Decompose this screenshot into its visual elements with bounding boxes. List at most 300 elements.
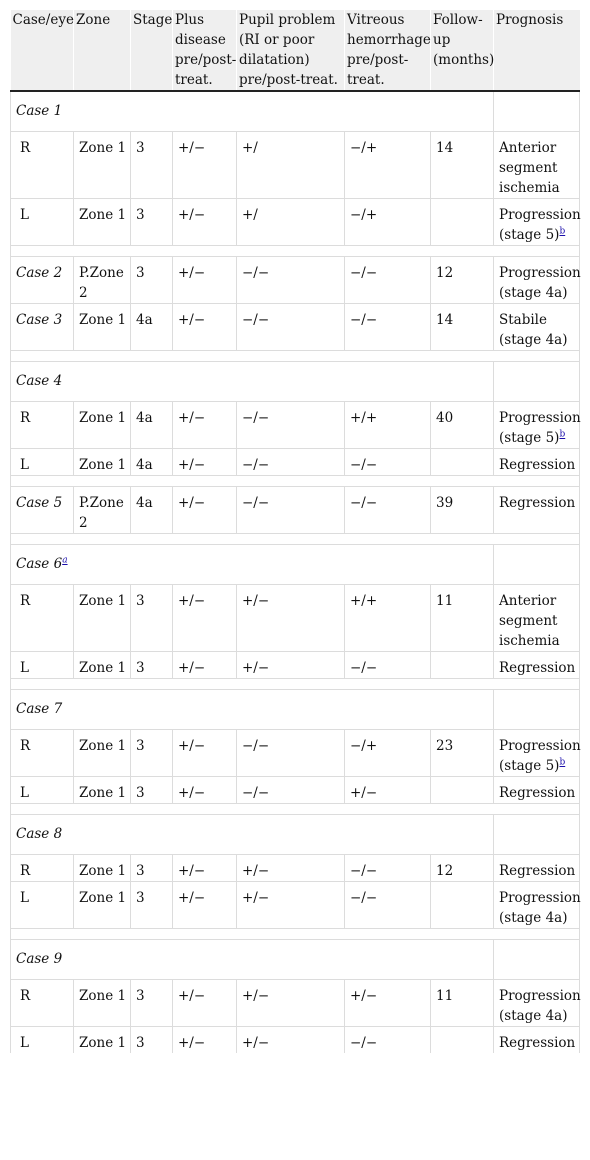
case-label	[11, 362, 494, 402]
cell-stage	[131, 304, 173, 351]
cell-text: +/−	[242, 593, 270, 609]
cell-text: Progression (stage 5)	[499, 207, 581, 243]
table-row	[11, 585, 580, 652]
cell-text: −/+	[350, 738, 378, 754]
cell-text: Zone 1	[79, 207, 127, 223]
spacer-cell	[131, 476, 173, 487]
spacer-cell	[345, 929, 431, 940]
case-label-text: Case 1	[16, 103, 63, 119]
case-header-empty	[494, 362, 580, 402]
cell-pupil-problem	[237, 1027, 345, 1054]
cell-stage	[131, 1027, 173, 1054]
table-row	[11, 855, 580, 882]
cell-text: R	[20, 140, 31, 156]
spacer-cell	[11, 679, 74, 690]
cell-follow-up	[431, 449, 494, 476]
case-header-empty	[494, 690, 580, 730]
header-case-eye: Case/eye	[11, 10, 74, 91]
cell-text: 3	[136, 1035, 145, 1051]
cell-text: −/−	[242, 495, 270, 511]
cell-zone	[74, 487, 131, 534]
cell-text: Zone 1	[79, 785, 127, 801]
spacer-cell	[494, 534, 580, 545]
cell-text: R	[20, 863, 31, 879]
spacer-cell	[345, 679, 431, 690]
case-label-text: Case 4	[16, 373, 63, 389]
cell-vitreous-hemorrhage	[345, 777, 431, 804]
spacer-cell	[131, 929, 173, 940]
cell-vitreous-hemorrhage	[345, 980, 431, 1027]
case-label	[11, 815, 494, 855]
cell-text: Zone 1	[79, 863, 127, 879]
cell-case-eye	[11, 487, 74, 534]
table-row	[11, 487, 580, 534]
cell-text: +/−	[242, 1035, 270, 1051]
cell-zone	[74, 132, 131, 199]
cell-pupil-problem	[237, 304, 345, 351]
cell-follow-up	[431, 882, 494, 929]
header-plus-disease: Plus disease pre/post-treat.	[173, 10, 237, 91]
spacer-cell	[237, 929, 345, 940]
cell-text: +/−	[178, 738, 206, 754]
cell-plus-disease	[173, 257, 237, 304]
spacer-cell	[11, 246, 74, 257]
cell-text: L	[20, 457, 29, 473]
cell-plus-disease	[173, 652, 237, 679]
cell-pupil-problem	[237, 777, 345, 804]
cell-pupil-problem	[237, 652, 345, 679]
cell-text: Zone 1	[79, 140, 127, 156]
spacer-cell	[11, 534, 74, 545]
cell-case-eye	[11, 730, 74, 777]
cell-prognosis	[494, 1027, 580, 1054]
cell-text: L	[20, 890, 29, 906]
cell-prognosis	[494, 199, 580, 246]
cell-text: R	[20, 738, 31, 754]
cell-text: 4a	[136, 457, 153, 473]
spacer-cell	[345, 804, 431, 815]
cell-text: Progression (stage 4a)	[499, 890, 581, 926]
cell-text: −/−	[350, 863, 378, 879]
cell-plus-disease	[173, 855, 237, 882]
case-header-empty	[494, 815, 580, 855]
cell-text: Regression	[499, 785, 576, 801]
cell-text: +/−	[178, 457, 206, 473]
cell-text: +/−	[178, 1035, 206, 1051]
cell-zone	[74, 304, 131, 351]
cell-text: +/	[242, 207, 258, 223]
cell-text: 23	[436, 738, 454, 754]
cell-text: Regression	[499, 457, 576, 473]
cell-text: +/−	[242, 890, 270, 906]
spacer-cell	[237, 246, 345, 257]
spacer-cell	[74, 534, 131, 545]
cell-vitreous-hemorrhage	[345, 257, 431, 304]
cell-text: 3	[136, 265, 145, 281]
case-label-text: Case 6	[16, 556, 63, 572]
cell-case-eye	[11, 1027, 74, 1054]
cell-text: +/+	[350, 593, 378, 609]
spacer-cell	[431, 534, 494, 545]
footnote-link[interactable]: a	[62, 555, 68, 566]
cell-case-eye	[11, 855, 74, 882]
cell-plus-disease	[173, 777, 237, 804]
cell-stage	[131, 730, 173, 777]
spacer-cell	[74, 679, 131, 690]
cell-case-eye	[11, 402, 74, 449]
cell-text: −/−	[350, 312, 378, 328]
spacer-cell	[173, 804, 237, 815]
cell-prognosis	[494, 730, 580, 777]
table-row	[11, 199, 580, 246]
cell-plus-disease	[173, 449, 237, 476]
table-row	[11, 882, 580, 929]
cell-text: 4a	[136, 495, 153, 511]
cell-text: 12	[436, 265, 454, 281]
table-row	[11, 304, 580, 351]
cell-text: −/−	[242, 410, 270, 426]
header-pupil-problem: Pupil problem (RI or poor dilatation) pre/post-treat.	[237, 10, 345, 91]
spacer-cell	[431, 476, 494, 487]
cell-pupil-problem	[237, 855, 345, 882]
table-row	[11, 402, 580, 449]
cell-text: −/−	[350, 495, 378, 511]
case-header-row	[11, 690, 580, 730]
case-label	[11, 545, 494, 585]
cell-follow-up	[431, 585, 494, 652]
cell-prognosis	[494, 777, 580, 804]
cell-zone	[74, 730, 131, 777]
spacer-cell	[237, 534, 345, 545]
spacer-cell	[494, 929, 580, 940]
cell-prognosis	[494, 882, 580, 929]
cell-zone	[74, 777, 131, 804]
cell-text: −/−	[350, 457, 378, 473]
cell-stage	[131, 449, 173, 476]
cell-text: +/−	[350, 785, 378, 801]
cell-text: −/−	[350, 890, 378, 906]
cell-text: 3	[136, 660, 145, 676]
case-header-row	[11, 362, 580, 402]
cell-prognosis	[494, 487, 580, 534]
spacer-cell	[131, 804, 173, 815]
case-header-empty	[494, 91, 580, 132]
cell-follow-up	[431, 730, 494, 777]
cell-follow-up	[431, 132, 494, 199]
cell-text: −/−	[242, 738, 270, 754]
cell-stage	[131, 487, 173, 534]
cell-prognosis	[494, 132, 580, 199]
cell-stage	[131, 777, 173, 804]
spacer-cell	[173, 929, 237, 940]
cell-text: L	[20, 660, 29, 676]
header-zone: Zone	[74, 10, 131, 91]
cell-text: Zone 1	[79, 457, 127, 473]
spacer-cell	[74, 804, 131, 815]
spacer-cell	[173, 351, 237, 362]
cell-text: −/−	[242, 457, 270, 473]
cell-text: +/−	[178, 140, 206, 156]
spacer-cell	[237, 679, 345, 690]
cell-prognosis	[494, 402, 580, 449]
cell-text: R	[20, 410, 31, 426]
cell-text: Zone 1	[79, 738, 127, 754]
spacer-cell	[74, 246, 131, 257]
cell-text: +/−	[178, 495, 206, 511]
table-row	[11, 132, 580, 199]
cell-text: Zone 1	[79, 1035, 127, 1051]
case-header-row	[11, 940, 580, 980]
cell-plus-disease	[173, 980, 237, 1027]
cell-plus-disease	[173, 304, 237, 351]
cell-text: +/−	[178, 410, 206, 426]
table-body	[11, 91, 580, 1053]
cell-case-eye	[11, 257, 74, 304]
cell-text: 11	[436, 593, 454, 609]
spacer-cell	[74, 351, 131, 362]
cell-zone	[74, 257, 131, 304]
cell-text: 11	[436, 988, 454, 1004]
cell-text: −/−	[242, 312, 270, 328]
spacer-row	[11, 246, 580, 257]
cell-pupil-problem	[237, 402, 345, 449]
spacer-row	[11, 679, 580, 690]
spacer-row	[11, 804, 580, 815]
table-row	[11, 980, 580, 1027]
table-row	[11, 730, 580, 777]
cell-case-eye	[11, 132, 74, 199]
spacer-cell	[431, 246, 494, 257]
spacer-cell	[131, 246, 173, 257]
cell-text: Zone 1	[79, 312, 127, 328]
spacer-cell	[494, 679, 580, 690]
spacer-cell	[131, 534, 173, 545]
header-row	[11, 10, 580, 91]
cell-follow-up	[431, 1027, 494, 1054]
cell-text: 14	[436, 140, 454, 156]
spacer-cell	[494, 804, 580, 815]
cell-case-eye	[11, 199, 74, 246]
table-row	[11, 449, 580, 476]
spacer-cell	[74, 476, 131, 487]
table-row	[11, 652, 580, 679]
spacer-cell	[173, 534, 237, 545]
cell-text: L	[20, 207, 29, 223]
cell-pupil-problem	[237, 980, 345, 1027]
cell-plus-disease	[173, 487, 237, 534]
cell-prognosis	[494, 257, 580, 304]
case-header-empty	[494, 940, 580, 980]
spacer-row	[11, 476, 580, 487]
cell-text: +/−	[178, 863, 206, 879]
cell-pupil-problem	[237, 132, 345, 199]
cell-case-eye	[11, 585, 74, 652]
cell-plus-disease	[173, 132, 237, 199]
cell-text: +/−	[178, 593, 206, 609]
cell-stage	[131, 980, 173, 1027]
cell-vitreous-hemorrhage	[345, 304, 431, 351]
case-header-row	[11, 815, 580, 855]
cell-text: R	[20, 988, 31, 1004]
spacer-cell	[431, 804, 494, 815]
cell-zone	[74, 402, 131, 449]
spacer-cell	[494, 476, 580, 487]
cell-zone	[74, 585, 131, 652]
cell-pupil-problem	[237, 730, 345, 777]
cell-zone	[74, 855, 131, 882]
cell-text: −/−	[242, 265, 270, 281]
cell-text: P.Zone 2	[79, 495, 124, 531]
spacer-cell	[431, 679, 494, 690]
cell-text: 3	[136, 890, 145, 906]
cell-plus-disease	[173, 585, 237, 652]
cell-text: Zone 1	[79, 410, 127, 426]
cell-text: 3	[136, 785, 145, 801]
case-table	[10, 10, 580, 1053]
cell-pupil-problem	[237, 449, 345, 476]
cell-text: 39	[436, 495, 454, 511]
cell-case-eye	[11, 777, 74, 804]
cell-prognosis	[494, 980, 580, 1027]
cell-text: R	[20, 593, 31, 609]
cell-text: +/−	[350, 988, 378, 1004]
cell-text: +/−	[178, 660, 206, 676]
cell-text: +/−	[242, 863, 270, 879]
cell-text: Regression	[499, 495, 576, 511]
cell-zone	[74, 652, 131, 679]
spacer-cell	[431, 351, 494, 362]
cell-text: +/−	[178, 785, 206, 801]
cell-text: 3	[136, 738, 145, 754]
cell-follow-up	[431, 652, 494, 679]
cell-prognosis	[494, 585, 580, 652]
header-follow-up: Follow-up (months)	[431, 10, 494, 91]
cell-case-eye	[11, 652, 74, 679]
cell-text: −/−	[242, 785, 270, 801]
cell-text: −/−	[350, 660, 378, 676]
cell-case-eye	[11, 882, 74, 929]
cell-text: +/−	[242, 660, 270, 676]
cell-text: Case 2	[16, 265, 63, 281]
footnote-link[interactable]: b	[559, 757, 566, 768]
spacer-cell	[345, 534, 431, 545]
cell-plus-disease	[173, 730, 237, 777]
spacer-cell	[74, 929, 131, 940]
cell-vitreous-hemorrhage	[345, 487, 431, 534]
cell-text: +/−	[178, 207, 206, 223]
cell-text: Case 3	[16, 312, 63, 328]
spacer-row	[11, 929, 580, 940]
spacer-cell	[11, 804, 74, 815]
case-header-row	[11, 545, 580, 585]
case-label-text: Case 7	[16, 701, 63, 717]
cell-text: +/+	[350, 410, 378, 426]
cell-text: +/−	[242, 988, 270, 1004]
cell-text: 14	[436, 312, 454, 328]
cell-follow-up	[431, 304, 494, 351]
table-row	[11, 777, 580, 804]
cell-text: Progression (stage 5)	[499, 738, 581, 774]
cell-prognosis	[494, 855, 580, 882]
cell-text: Regression	[499, 863, 576, 879]
footnote-link[interactable]: b	[559, 429, 566, 440]
cell-plus-disease	[173, 402, 237, 449]
cell-vitreous-hemorrhage	[345, 730, 431, 777]
cell-zone	[74, 1027, 131, 1054]
cell-vitreous-hemorrhage	[345, 652, 431, 679]
cell-vitreous-hemorrhage	[345, 855, 431, 882]
spacer-cell	[173, 476, 237, 487]
cell-stage	[131, 652, 173, 679]
cell-plus-disease	[173, 1027, 237, 1054]
cell-text: L	[20, 1035, 29, 1051]
spacer-cell	[494, 351, 580, 362]
cell-follow-up	[431, 980, 494, 1027]
cell-follow-up	[431, 199, 494, 246]
footnote-link[interactable]: b	[559, 226, 566, 237]
cell-pupil-problem	[237, 257, 345, 304]
spacer-cell	[237, 804, 345, 815]
cell-vitreous-hemorrhage	[345, 199, 431, 246]
spacer-cell	[11, 351, 74, 362]
cell-prognosis	[494, 304, 580, 351]
cell-case-eye	[11, 304, 74, 351]
spacer-cell	[173, 679, 237, 690]
cell-text: Zone 1	[79, 593, 127, 609]
cell-text: Zone 1	[79, 660, 127, 676]
cell-follow-up	[431, 257, 494, 304]
spacer-cell	[237, 476, 345, 487]
header-vitreous-hemorrhage: Vitreous hemorrhage pre/post-treat.	[345, 10, 431, 91]
cell-text: −/−	[350, 1035, 378, 1051]
case-label	[11, 940, 494, 980]
cell-pupil-problem	[237, 882, 345, 929]
cell-text: +/−	[178, 265, 206, 281]
table-row	[11, 1027, 580, 1054]
cell-stage	[131, 855, 173, 882]
cell-text: L	[20, 785, 29, 801]
cell-zone	[74, 980, 131, 1027]
cell-text: −/+	[350, 207, 378, 223]
spacer-cell	[345, 476, 431, 487]
cell-text: 40	[436, 410, 454, 426]
spacer-cell	[131, 679, 173, 690]
spacer-row	[11, 351, 580, 362]
cell-text: +/	[242, 140, 258, 156]
cell-vitreous-hemorrhage	[345, 402, 431, 449]
cell-pupil-problem	[237, 487, 345, 534]
spacer-cell	[237, 351, 345, 362]
spacer-row	[11, 534, 580, 545]
cell-text: Stabile (stage 4a)	[499, 312, 568, 348]
case-label	[11, 690, 494, 730]
cell-stage	[131, 199, 173, 246]
cell-text: 3	[136, 140, 145, 156]
cell-text: 3	[136, 207, 145, 223]
cell-follow-up	[431, 855, 494, 882]
header-stage: Stage	[131, 10, 173, 91]
cell-text: Regression	[499, 660, 576, 676]
cell-stage	[131, 257, 173, 304]
cell-text: 4a	[136, 312, 153, 328]
cell-text: +/−	[178, 890, 206, 906]
cell-vitreous-hemorrhage	[345, 1027, 431, 1054]
case-header-empty	[494, 545, 580, 585]
cell-vitreous-hemorrhage	[345, 585, 431, 652]
cell-text: 3	[136, 863, 145, 879]
cell-zone	[74, 199, 131, 246]
cell-text: Progression (stage 5)	[499, 410, 581, 446]
